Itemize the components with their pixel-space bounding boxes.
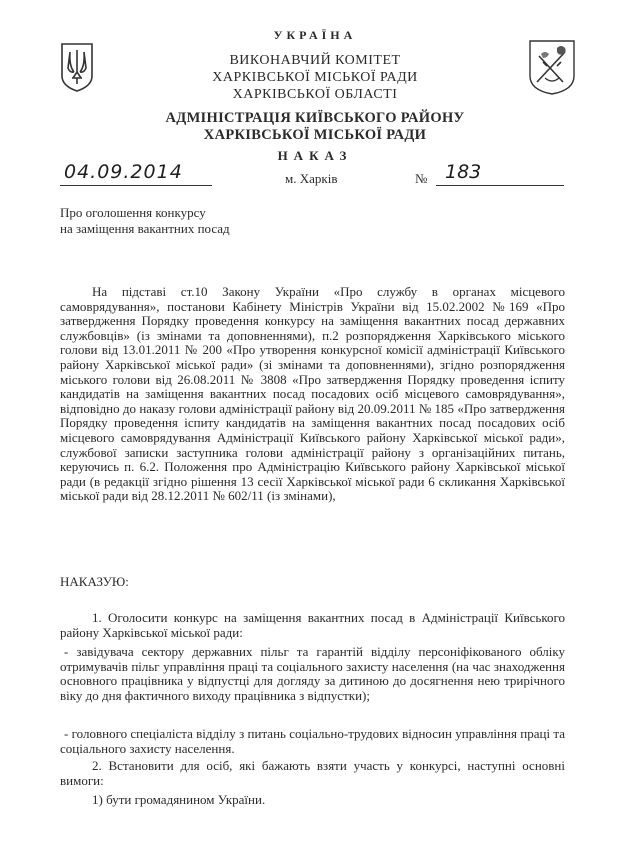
order-subject: [60, 205, 230, 237]
vacancy-bullet-2: - головного спеціаліста відділу з питань соціально-трудових відносин управління праці та соціального захисту населення.: [60, 726, 565, 756]
item-1-paragraph: 1. Оголосити конкурс на заміщення вакантних посад в Адміністрації Київського району Харківської міської ради:: [60, 610, 565, 640]
number-label: №: [415, 171, 428, 186]
number-underline: [436, 185, 564, 186]
order-date: 04.09.2014: [64, 161, 183, 183]
administration-line1: АДМІНІСТРАЦІЯ КИЇВСЬКОГО РАЙОНУ: [165, 110, 465, 126]
administration-line2: ХАРКІВСЬКОЇ МІСЬКОЇ РАДИ: [203, 127, 427, 143]
country-title: УКРАЇНА: [273, 28, 357, 42]
document-type-title: НАКАЗ: [277, 148, 353, 163]
city-label: м. Харків: [285, 171, 338, 186]
item-2-subitem-1: 1) бути громадянином України.: [92, 792, 266, 807]
executive-committee-line3: ХАРКІВСЬКОЇ ОБЛАСТІ: [232, 87, 398, 102]
trident-coat-of-arms-icon: [60, 42, 94, 92]
item-2-paragraph: 2. Встановити для осіб, які бажають взяти участь у конкурсі, наступні основні вимоги:: [60, 758, 565, 788]
vacancy-bullet-1: - завідувача сектору державних пільг та гарантій відділу персоніфікованого обліку отримувачів пільг управління праці та соціального захисту населення (на час знаходження основного працівника у відпустці для догляду за дитиною до досягнення нею трирічного віку до дня фактичного виходу працівника з відпустки);: [60, 644, 565, 703]
preamble-paragraph: На підставі ст.10 Закону України «Про службу в органах місцевого самоврядування», постанови Кабінету Міністрів України від 15.02.2002 №169 «Про затвердження Порядку проведення конкурсу на заміщення вакантних посад державних службовців» (із змінами та доповненнями), п.2 розпорядження Харківського міського голови від 13.01.2011 № 200 «Про утворення конкурсної комісії адміністрації Київського району Харківської міської ради» (зі змінами та доповненнями), згідно розпорядження міського голови від 26.08.2011 № 3808 «Про затвердження Порядку проведення іспиту кандидатів на заміщення вакантних посад посадових осіб місцевого самоврядування», відповідно до наказу голови адміністрації району від 20.09.2011 № 185 «Про затвердження Порядку проведення іспиту кандидатів на заміщення вакантних посад посадових осіб місцевого самоврядування Адміністрації Київського району Харківської міської ради», службової записки заступника голови адміністрації району з організаційних питань, керуючись п. 6.2. Положення про Адміністрацію Київського району Харківської міської ради (в редакції згідно рішення 13 сесії Харківської міської ради 6 скликання Харківської міської ради від 28.12.2011 № 602/11 (із змінами),: [60, 284, 565, 504]
nakazuyu-heading: НАКАЗУЮ:: [60, 574, 129, 589]
order-number: 183: [445, 161, 482, 183]
date-underline: [60, 185, 212, 186]
subject-line1: Про оголошення конкурсу: [60, 205, 206, 220]
subject-line2: на заміщення вакантних посад: [60, 221, 230, 236]
kharkiv-city-coat-of-arms-icon: [527, 38, 577, 96]
executive-committee-line1: ВИКОНАВЧИЙ КОМІТЕТ: [229, 53, 401, 68]
executive-committee-line2: ХАРКІВСЬКОЇ МІСЬКОЇ РАДИ: [212, 70, 418, 85]
